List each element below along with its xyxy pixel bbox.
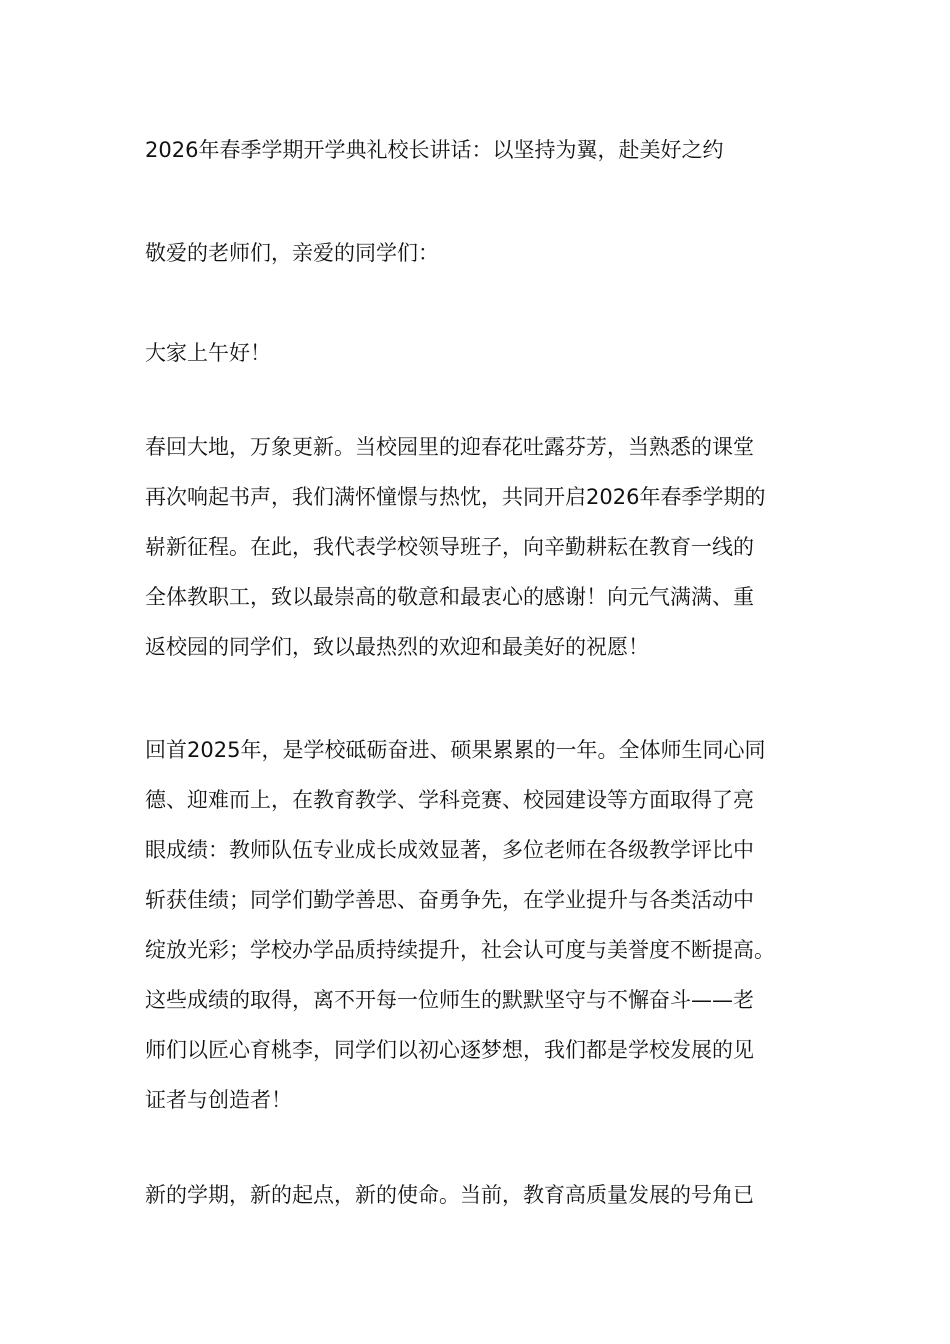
paragraph-line: 全体教职工，致以最崇高的敬意和最衷心的感谢！向元气满满、重 [145,585,754,609]
paragraph-line: 师们以匠心育桃李，同学们以初心逐梦想，我们都是学校发展的见 [145,1038,754,1062]
paragraph-line: 新的学期，新的起点，新的使命。当前，教育高质量发展的号角已 [145,1183,754,1207]
paragraph-line: 再次响起书声，我们满怀憧憬与热忱，共同开启2026年春季学期的 [145,485,766,509]
greeting: 大家上午好！ [145,341,271,365]
paragraph-line: 崭新征程。在此，我代表学校领导班子，向辛勤耕耘在教育一线的 [145,535,754,559]
paragraph-line: 返校园的同学们，致以最热烈的欢迎和最美好的祝愿！ [145,635,649,659]
paragraph-new-semester [145,1180,815,1230]
paragraph-line: 回首2025年，是学校砥砺奋进、硕果累累的一年。全体师生同心同 [145,738,766,762]
paragraph-line: 斩获佳绩；同学们勤学善思、奋勇争先，在学业提升与各类活动中 [145,888,754,912]
paragraph-line: 德、迎难而上，在教育教学、学科竞赛、校园建设等方面取得了亮 [145,788,754,812]
salutation: 敬爱的老师们，亲爱的同学们： [145,241,439,265]
paragraph-line: 这些成绩的取得，离不开每一位师生的默默坚守与不懈奋斗——老 [145,988,754,1012]
document-title: 2026年春季学期开学典礼校长讲话：以坚持为翼，赴美好之约 [145,138,724,162]
paragraph-line: 证者与创造者！ [145,1088,292,1112]
paragraph-line: 眼成绩：教师队伍专业成长成效显著，多位老师在各级教学评比中 [145,838,754,862]
paragraph-review [145,735,815,1135]
paragraph-opening [145,432,815,682]
paragraph-line: 春回大地，万象更新。当校园里的迎春花吐露芬芳，当熟悉的课堂 [145,435,754,459]
paragraph-line: 绽放光彩；学校办学品质持续提升，社会认可度与美誉度不断提高。 [145,938,775,962]
